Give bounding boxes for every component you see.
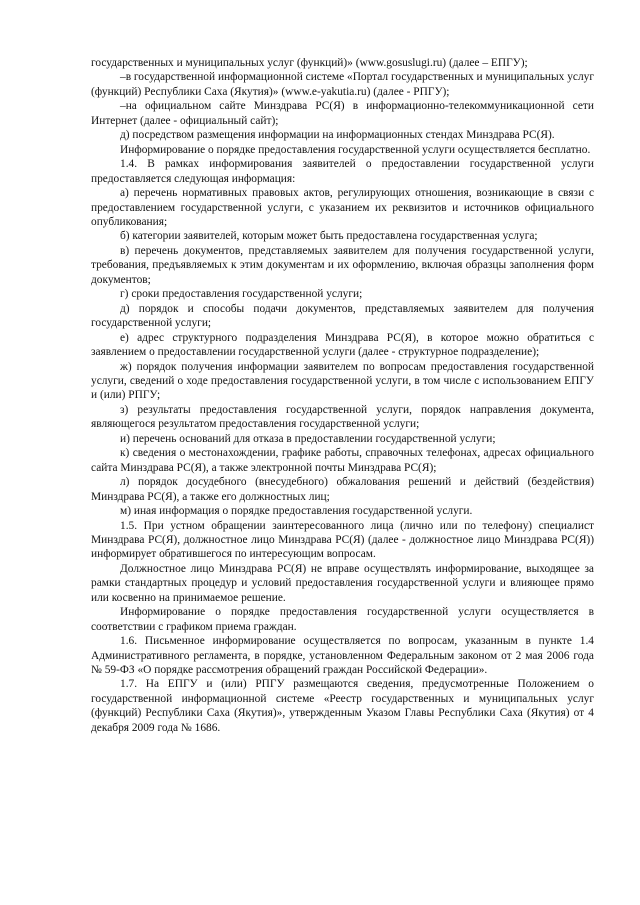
- paragraph: к) сведения о местонахождении, графике работы, справочных телефонах, адресах официального сайта Минздрава РС(Я), а также электронной почты Минздрава РС(Я);: [91, 447, 594, 474]
- paragraph: –на официальном сайте Минздрава РС(Я) в информационно-телекоммуникационной сети Интернет (далее - официальный сайт);: [91, 100, 594, 127]
- paragraph: 1.7. На ЕПГУ и (или) РПГУ размещаются сведения, предусмотренные Положением о государственной информационной системе «Реестр государственных и муниципальных услуг (функций) Республики Саха (Якутия)», утвержденным Указом Главы Республики Саха (Якутия) от 4 декабря 2009 года № 1686.: [91, 678, 594, 734]
- paragraph: Информирование о порядке предоставления государственной услуги осуществляется бесплатно.: [120, 143, 591, 156]
- paragraph: 1.6. Письменное информирование осуществляется по вопросам, указанным в пункте 1.4 Административного регламента, в порядке, установленном Федеральным законом от 2 мая 2006 года № 59-ФЗ «О порядке рассмотрения обращений граждан Российской Федерации».: [91, 635, 594, 677]
- paragraph: д) порядок и способы подачи документов, представляемых заявителем для получения государственной услуги;: [91, 302, 594, 330]
- paragraph: д) посредством размещения информации на информационных стендах Минздрава РС(Я).: [120, 129, 555, 142]
- paragraph: 1.5. При устном обращении заинтересованного лица (лично или по телефону) специалист Минздрава РС(Я), должностное лицо Минздрава РС(Я) (далее - должностное лицо Минздрава РС(Я)) информирует обратившегося по интересующим вопросам.: [91, 519, 594, 561]
- paragraph: государственных и муниципальных услуг (функций)» (www.gosuslugi.ru) (далее – ЕПГУ);: [91, 57, 528, 69]
- paragraph: 1.4. В рамках информирования заявителей о предоставлении государственной услуги предоставляется следующая информация:: [91, 158, 594, 185]
- paragraph: –в государственной информационной системе «Портал государственных и муниципальных услуг (функций) Республики Саха (Якутия)» (www.e-yakutia.ru) (далее - РПГУ);: [91, 71, 594, 98]
- paragraph: в) перечень документов, представляемых заявителем для получения государственной услуги, требования, предъявляемых к этим документам и их оформлению, включая образцы заполнения форм документов;: [91, 244, 594, 286]
- paragraph: л) порядок досудебного (внесудебного) обжалования решений и действий (бездействия) Минздрава РС(Я), а также его должностных лиц;: [91, 476, 594, 503]
- paragraph: е) адрес структурного подразделения Минздрава РС(Я), в которое можно обратиться с заявлением о предоставлении государственной услуги (далее - структурное подразделение);: [91, 331, 594, 359]
- paragraph: и) перечень оснований для отказа в предоставлении государственной услуги;: [120, 432, 496, 445]
- paragraph: м) иная информация о порядке предоставления государственной услуги.: [120, 505, 473, 518]
- paragraph: Информирование о порядке предоставления государственной услуги осуществляется в соответствии с графиком приема граждан.: [91, 606, 594, 633]
- paragraph: а) перечень нормативных правовых актов, регулирующих отношения, возникающие в связи с предоставлением государственной услуги, с указанием их реквизитов и источников официального опубликования;: [91, 187, 594, 228]
- paragraph: Должностное лицо Минздрава РС(Я) не вправе осуществлять информирование, выходящее за рамки стандартных процедур и условий предоставления государственной услуги и влияющее прямо или косвенно на принимаемое решение.: [91, 562, 594, 604]
- paragraph: б) категории заявителей, которым может быть предоставлена государственная услуга;: [120, 230, 538, 243]
- paragraph: з) результаты предоставления государственной услуги, порядок направления документа, являющегося результатом предоставления государственной услуги;: [91, 403, 594, 431]
- paragraph: ж) порядок получения информации заявителем по вопросам предоставления государственной услуги, сведений о ходе предоставления государственной услуги, в том числе с использованием ЕПГУ и (или) РПГУ;: [91, 360, 594, 402]
- paragraph: г) сроки предоставления государственной услуги;: [120, 288, 363, 301]
- document-page: [91, 56, 594, 735]
